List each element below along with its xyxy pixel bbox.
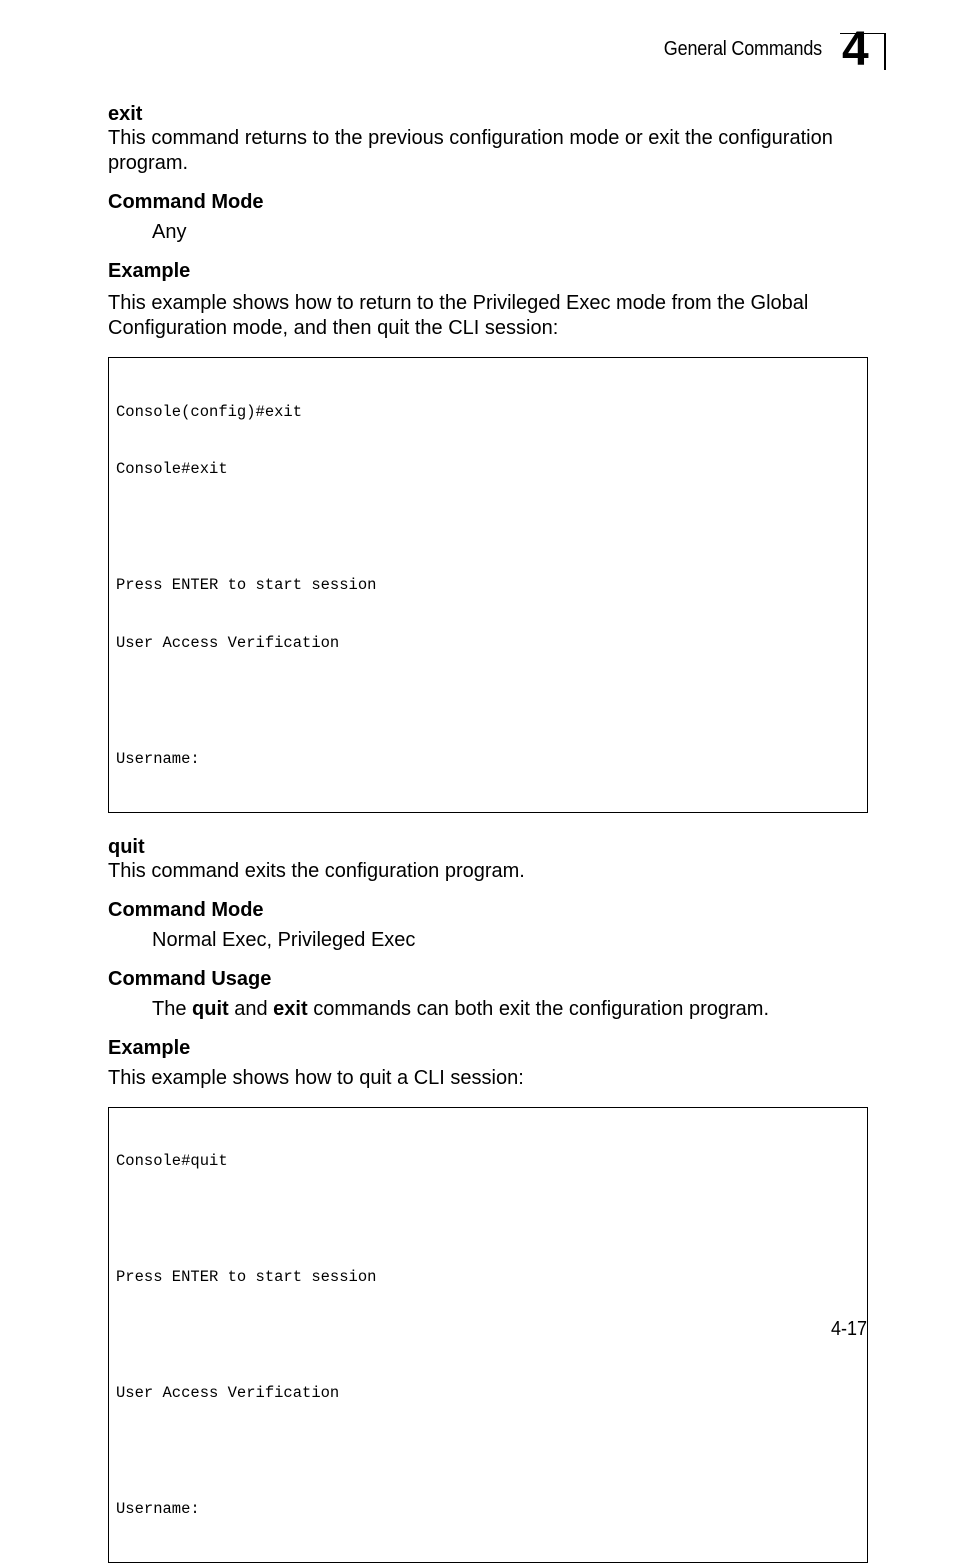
code-line xyxy=(116,1326,860,1345)
quit-command-mode-value: Normal Exec, Privileged Exec xyxy=(152,928,416,951)
code-line: Username: xyxy=(116,1499,200,1518)
quit-usage-text xyxy=(152,997,868,1022)
code-line: Press ENTER to start session xyxy=(116,576,377,595)
exit-command-section xyxy=(108,102,868,813)
code-line: Console#quit xyxy=(116,1152,228,1171)
code-line xyxy=(116,518,860,537)
usage-text-middle: and xyxy=(228,997,274,1020)
exit-description: This command returns to the previous configuration mode or exit the configuration program. xyxy=(108,127,833,174)
usage-keyword-exit: exit xyxy=(273,997,308,1020)
code-line xyxy=(116,1210,860,1229)
chapter-number: 4 xyxy=(842,23,869,76)
code-line: Console#exit xyxy=(116,460,228,479)
running-header-title: General Commands xyxy=(663,38,822,60)
quit-code-example xyxy=(108,1107,868,1563)
exit-command-mode-value: Any xyxy=(152,221,187,243)
code-line xyxy=(116,1442,860,1461)
exit-example-description: This example shows how to return to the Privileged Exec mode from the Global Configuration mode, and then quit the CLI session: xyxy=(108,292,809,339)
code-line: Username: xyxy=(116,749,200,768)
usage-text-suffix: commands can both exit the configuration program. xyxy=(307,997,769,1020)
command-title-exit: exit xyxy=(108,103,143,125)
quit-command-section xyxy=(108,835,868,1563)
page-content xyxy=(108,102,868,1563)
quit-example-heading: Example xyxy=(108,1036,191,1059)
quit-command-usage-heading: Command Usage xyxy=(108,967,272,990)
quit-description: This command exits the configuration program. xyxy=(108,859,525,882)
usage-text-prefix: The xyxy=(152,997,193,1020)
exit-example-heading: Example xyxy=(108,260,191,282)
code-line: Press ENTER to start session xyxy=(116,1268,377,1287)
command-title-quit: quit xyxy=(108,835,145,858)
exit-command-mode-heading: Command Mode xyxy=(108,191,264,213)
quit-example-description: This example shows how to quit a CLI session: xyxy=(108,1066,524,1089)
code-line: Console(config)#exit xyxy=(116,402,303,421)
exit-code-example xyxy=(108,357,868,813)
usage-keyword-quit: quit xyxy=(192,997,229,1020)
code-line: User Access Verification xyxy=(116,634,340,653)
code-line xyxy=(116,692,860,711)
quit-command-mode-heading: Command Mode xyxy=(108,898,264,921)
page-number: 4-17 xyxy=(830,1318,867,1340)
code-line: User Access Verification xyxy=(116,1383,340,1402)
